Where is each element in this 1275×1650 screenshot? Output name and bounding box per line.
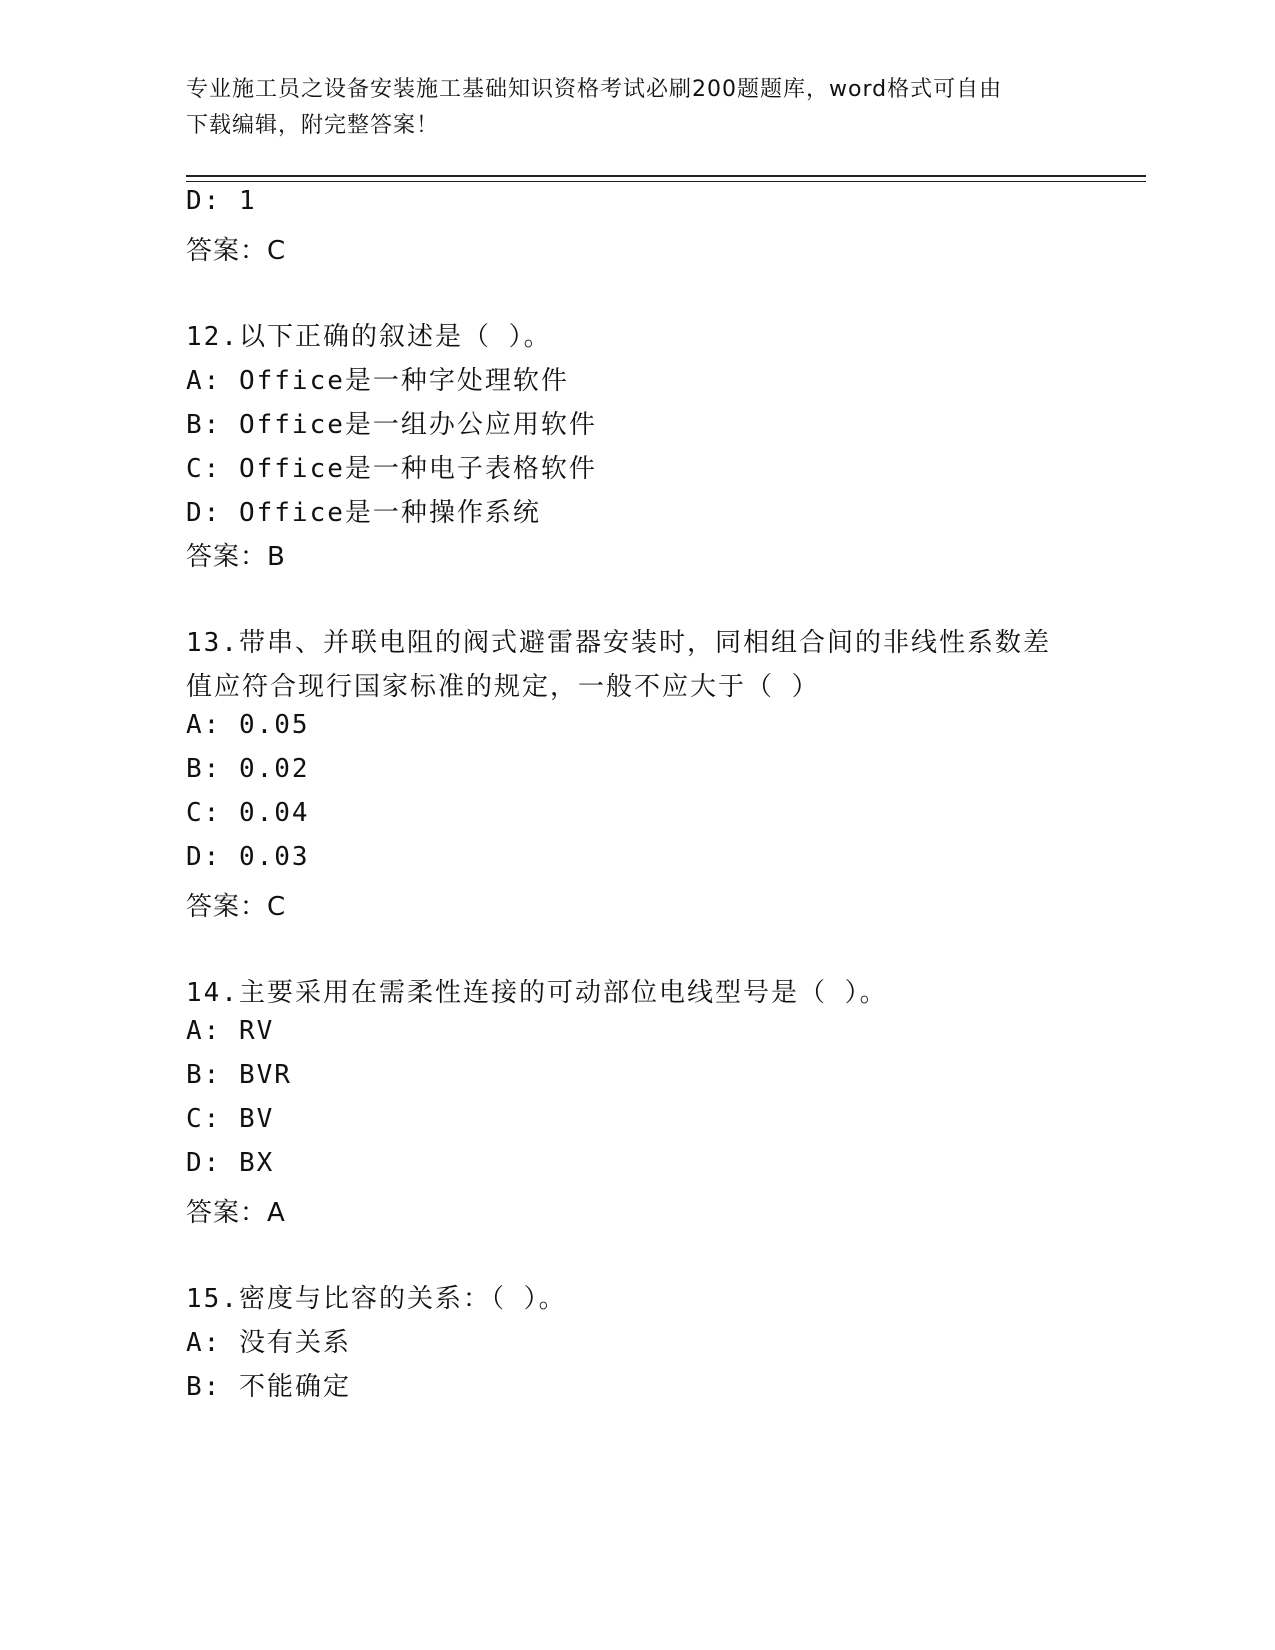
q14-option-c: C: BV bbox=[186, 1104, 275, 1134]
q15-option-b: B: 不能确定 bbox=[186, 1372, 351, 1402]
q15-option-a: A: 没有关系 bbox=[186, 1328, 351, 1358]
q14-option-a: A: RV bbox=[186, 1016, 275, 1046]
q12-answer: 答案：B bbox=[186, 542, 286, 572]
document-header bbox=[186, 72, 1086, 144]
q12-option-a: A: Office是一种字处理软件 bbox=[186, 366, 569, 396]
q13-stem-line-2: 值应符合现行国家标准的规定，一般不应大于（ ） bbox=[186, 672, 820, 702]
q14-stem: 14.主要采用在需柔性连接的可动部位电线型号是（ ）。 bbox=[186, 978, 888, 1008]
q12-stem: 12.以下正确的叙述是（ ）。 bbox=[186, 322, 552, 352]
q12-option-c: C: Office是一种电子表格软件 bbox=[186, 454, 597, 484]
header-divider-thick bbox=[186, 175, 1146, 177]
q13-option-b: B: 0.02 bbox=[186, 754, 310, 784]
q15-stem: 15.密度与比容的关系：（ ）。 bbox=[186, 1284, 567, 1314]
q14-option-b: B: BVR bbox=[186, 1060, 292, 1090]
q12-option-b: B: Office是一组办公应用软件 bbox=[186, 410, 597, 440]
q13-option-c: C: 0.04 bbox=[186, 798, 310, 828]
prev-option-d: D: 1 bbox=[186, 186, 257, 216]
header-divider-thin bbox=[186, 181, 1146, 182]
q13-stem-line-1: 13.带串、并联电阻的阀式避雷器安装时，同相组合间的非线性系数差 bbox=[186, 628, 1051, 658]
q14-option-d: D: BX bbox=[186, 1148, 275, 1178]
header-title-line-2: 下载编辑，附完整答案！ bbox=[186, 113, 440, 138]
q13-option-d: D: 0.03 bbox=[186, 842, 310, 872]
q14-answer: 答案：A bbox=[186, 1198, 286, 1228]
prev-answer: 答案：C bbox=[186, 236, 287, 266]
q13-answer: 答案：C bbox=[186, 892, 287, 922]
q13-option-a: A: 0.05 bbox=[186, 710, 310, 740]
header-title-line-1: 专业施工员之设备安装施工基础知识资格考试必刷200题题库，word格式可自由 bbox=[186, 77, 1003, 102]
q12-option-d: D: Office是一种操作系统 bbox=[186, 498, 541, 528]
